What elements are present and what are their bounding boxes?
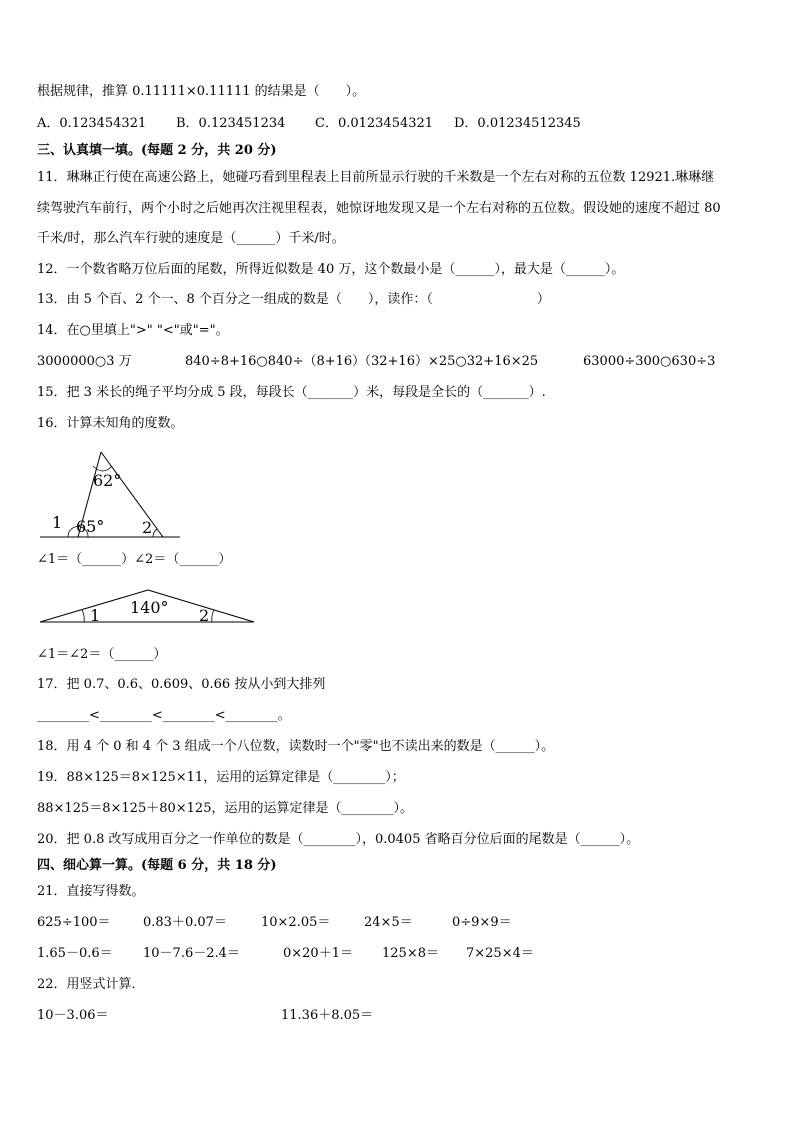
section-3-title: 三、认真填一填。(每题 2 分，共 20 分) bbox=[37, 143, 277, 158]
q21-item: 125×8＝ bbox=[382, 946, 439, 961]
q19-line2: 88×125＝8×125＋80×125，运用的运算定律是（________）。 bbox=[37, 801, 413, 816]
triangle-1-angle-2-label: 2 bbox=[142, 518, 153, 537]
q11-line3: 千米/时，那么汽车行驶的速度是（______）千米/时。 bbox=[37, 231, 345, 246]
q11-line2: 续驾驶汽车前行，两个小时之后她再次注视里程表，她惊讶地发现又是一个左右对称的五位数。假设她的速度不超过 80 bbox=[37, 201, 721, 216]
triangle-2-angle-1-label: 1 bbox=[90, 606, 101, 625]
q21-item: 0×20＋1＝ bbox=[283, 946, 353, 961]
q21-item: 10×2.05＝ bbox=[261, 915, 331, 930]
q20: 20．把 0.8 改写成用百分之一作单位的数是（________），0.0405 省略百分位后面的尾数是（______）。 bbox=[37, 832, 640, 847]
q19-line1: 19．88×125＝8×125×11，运用的运算定律是（________）； bbox=[37, 770, 405, 785]
q15: 15．把 3 米长的绳子平均分成 5 段，每段长（_______）米，每段是全长的（_______）. bbox=[37, 385, 546, 400]
triangle-1-angle-1-label: 1 bbox=[52, 513, 63, 532]
q12: 12．一个数省略万位后面的尾数，所得近似数是 40 万，这个数最小是（______），最大是（______）。 bbox=[37, 262, 625, 277]
q16-answer-1: ∠1＝（______）∠2＝（______） bbox=[37, 552, 232, 567]
q22-item: 11.36＋8.05＝ bbox=[281, 1008, 374, 1023]
option-b[interactable]: B．0.123451234 bbox=[176, 116, 286, 131]
triangle-1-base-angle: 65° bbox=[76, 517, 105, 536]
q21-item: 0.83＋0.07＝ bbox=[143, 915, 227, 930]
q14-item-4: 63000÷300○630÷3 bbox=[583, 354, 716, 369]
section-4-title: 四、细心算一算。(每题 6 分，共 18 分) bbox=[37, 858, 277, 873]
q21-item: 7×25×4＝ bbox=[466, 946, 534, 961]
q21-item: 24×5＝ bbox=[364, 915, 413, 930]
q16-answer-2: ∠1＝∠2＝（______） bbox=[37, 647, 167, 662]
q21-row-1 bbox=[37, 915, 512, 931]
q14-item-3: （32+16）×25○32+16×25 bbox=[358, 354, 539, 369]
q21-item: 10－7.6－2.4＝ bbox=[143, 946, 240, 961]
q17-stem: 17．把 0.7、0.6、0.609、0.66 按从小到大排列 bbox=[37, 677, 326, 692]
q11-line1: 11．琳琳正行使在高速公路上，她碰巧看到里程表上目前所显示行驶的千米数是一个左右对称的五位数 12921.琳琳继 bbox=[37, 170, 715, 185]
q22-stem: 22．用竖式计算． bbox=[37, 977, 145, 992]
q14-stem: 14．在○里填上">" "<"或"="。 bbox=[37, 323, 229, 338]
q21-stem: 21．直接写得数。 bbox=[37, 884, 145, 899]
q14-item-2: 840÷8+16○840÷（8+16） bbox=[185, 354, 366, 369]
q13: 13．由 5 个百、2 个一、8 个百分之一组成的数是（ ），读作：（ ） bbox=[37, 292, 550, 307]
q18: 18．用 4 个 0 和 4 个 3 组成一个八位数，读数时一个"零"也不读出来的数是（______）。 bbox=[37, 739, 555, 754]
option-a[interactable]: A．0.123454321 bbox=[37, 116, 147, 131]
q21-item: 625÷100＝ bbox=[37, 915, 111, 930]
triangle-1-top-angle: 62° bbox=[93, 471, 122, 490]
q10-stem: 根据规律，推算 0.11111×0.11111 的结果是（ ）。 bbox=[37, 84, 366, 99]
q16-stem: 16．计算未知角的度数。 bbox=[37, 416, 184, 431]
q22-items bbox=[37, 1008, 373, 1024]
option-c[interactable]: C．0.0123454321 bbox=[315, 116, 434, 131]
q17-blanks: ________<________<________<________。 bbox=[37, 708, 291, 723]
q14-item-1: 3000000○3 万 bbox=[37, 354, 132, 369]
q21-row-2 bbox=[37, 946, 534, 962]
triangle-2-top-angle: 140° bbox=[130, 598, 169, 617]
q21-item: 0÷9×9＝ bbox=[452, 915, 512, 930]
q21-item: 1.65－0.6＝ bbox=[37, 946, 113, 961]
option-d[interactable]: D．0.01234512345 bbox=[454, 116, 581, 131]
q22-item: 10－3.06＝ bbox=[37, 1008, 109, 1023]
triangle-2-angle-2-label: 2 bbox=[199, 606, 210, 625]
